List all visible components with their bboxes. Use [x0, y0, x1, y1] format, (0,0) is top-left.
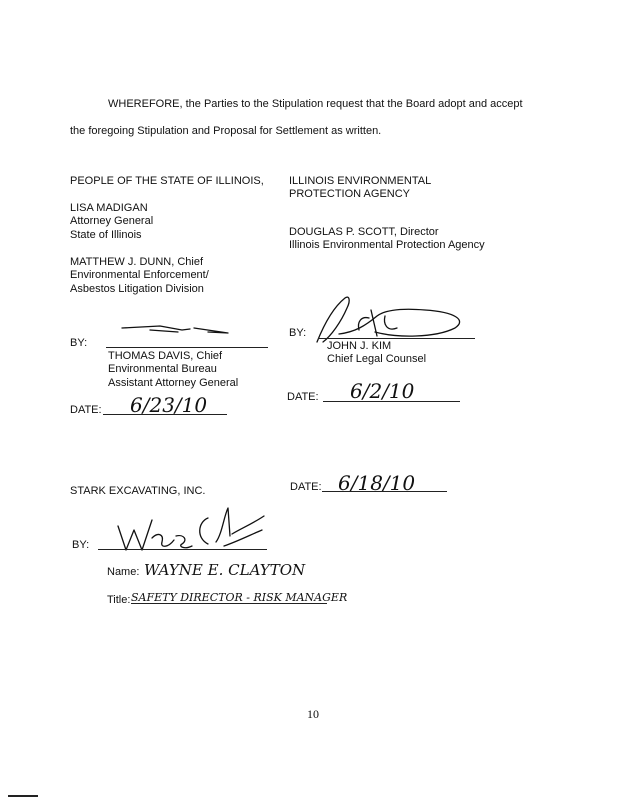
iepa-director-title: Illinois Environmental Protection Agency [289, 239, 485, 251]
clayton-signature-graphic [112, 498, 272, 560]
people-date-value: 6/23/10 [130, 393, 208, 417]
scan-artifact-mark [8, 795, 38, 797]
people-signature-line [106, 347, 268, 348]
intro-line-2: the foregoing Stipulation and Proposal for Settlement as written. [70, 125, 382, 137]
iepa-director-name: DOUGLAS P. SCOTT, Director [289, 226, 439, 238]
stark-title-label: Title: [107, 594, 131, 606]
stark-date-value: 6/18/10 [338, 471, 416, 495]
people-signer-title-2: Assistant Attorney General [108, 377, 239, 389]
intro-line-1: WHEREFORE, the Parties to the Stipulation request that the Board adopt and accept [108, 98, 523, 110]
page-number: 10 [307, 707, 319, 721]
people-by-label: BY: [70, 337, 88, 349]
attorney-general-state: State of Illinois [70, 229, 142, 241]
stark-party-name: STARK EXCAVATING, INC. [70, 485, 206, 497]
people-party-name: PEOPLE OF THE STATE OF ILLINOIS, [70, 175, 264, 187]
iepa-date-label: DATE: [287, 391, 319, 403]
people-date-line [103, 414, 227, 415]
iepa-signer-name: JOHN J. KIM [327, 340, 392, 352]
chief-title-1: Environmental Enforcement/ [70, 269, 209, 281]
iepa-by-label: BY: [289, 327, 307, 339]
attorney-general-title: Attorney General [70, 215, 154, 227]
iepa-signature-line [318, 338, 475, 339]
stark-date-line [322, 491, 447, 492]
iepa-signer-title: Chief Legal Counsel [327, 353, 427, 365]
davis-signature-graphic [120, 320, 235, 338]
people-date-label: DATE: [70, 404, 102, 416]
iepa-party-line-1: ILLINOIS ENVIRONMENTAL [289, 175, 432, 187]
iepa-party-line-2: PROTECTION AGENCY [289, 188, 411, 200]
stark-name-label: Name: [107, 566, 140, 578]
chief-name: MATTHEW J. DUNN, Chief [70, 256, 204, 268]
stark-signature-line [98, 549, 267, 550]
iepa-date-value: 6/2/10 [350, 379, 415, 403]
stark-name-value: WAYNE E. CLAYTON [144, 561, 306, 579]
attorney-general-name: LISA MADIGAN [70, 202, 148, 214]
stark-date-label: DATE: [290, 481, 322, 493]
stark-title-value: SAFETY DIRECTOR - RISK MANAGER [131, 591, 348, 604]
chief-title-2: Asbestos Litigation Division [70, 283, 204, 295]
iepa-date-line [323, 401, 460, 402]
people-signer-name: THOMAS DAVIS, Chief [108, 350, 223, 362]
stark-title-underline [131, 603, 327, 604]
stark-by-label: BY: [72, 539, 90, 551]
people-signer-title-1: Environmental Bureau [108, 363, 217, 375]
